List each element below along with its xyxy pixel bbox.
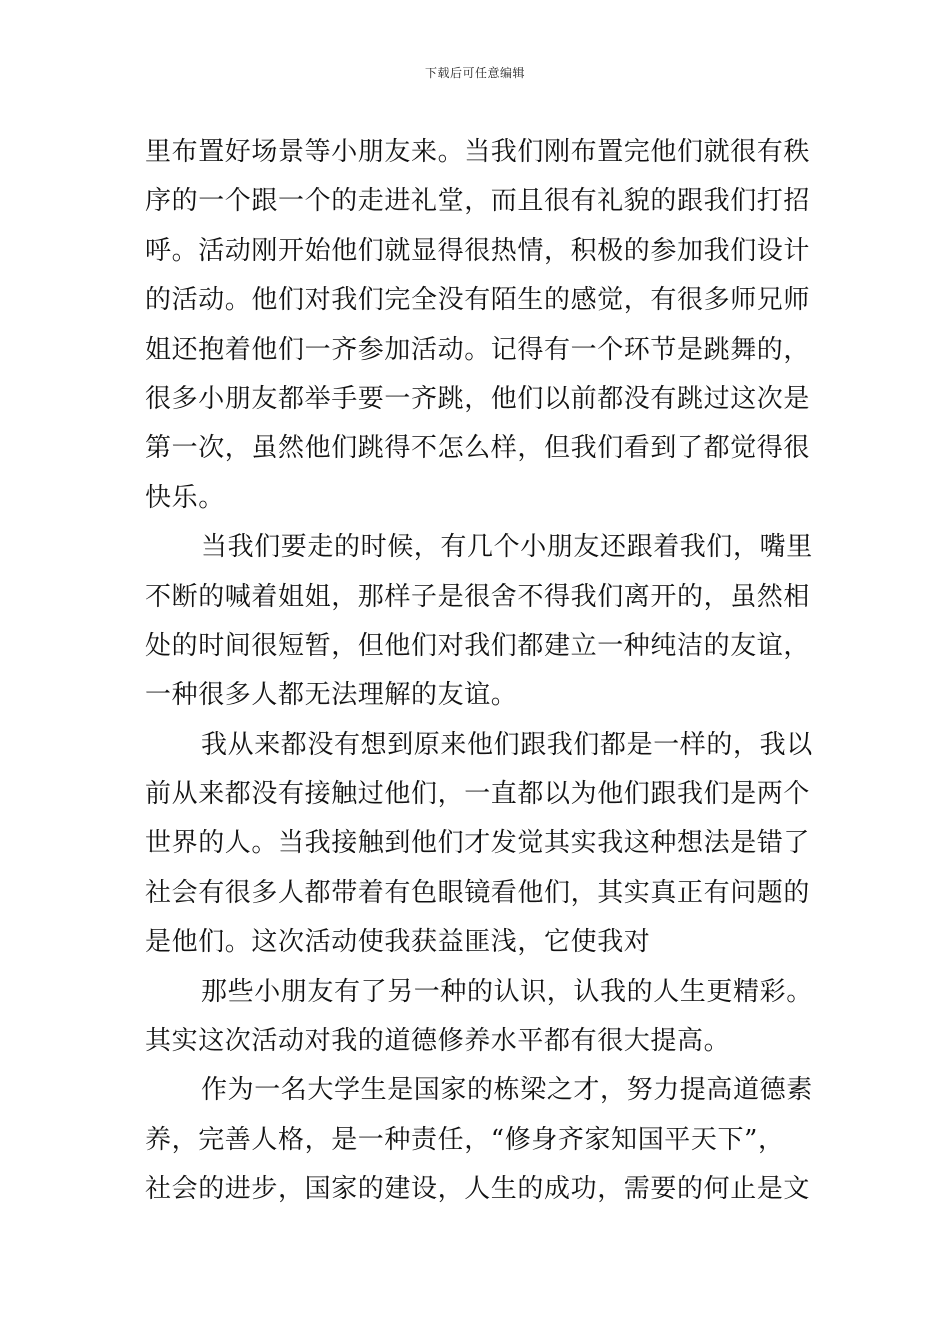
text-line: 世界的人。当我接触到他们才发觉其实我这种想法是错了 bbox=[145, 828, 811, 859]
text-line: 快乐。 bbox=[145, 482, 225, 513]
text-line: 社会有很多人都带着有色眼镜看他们，其实真正有问题的 bbox=[145, 877, 811, 908]
header-note: 下载后可任意编辑 bbox=[424, 66, 525, 80]
text-line: 其实这次活动对我的道德修养水平都有很大提高。 bbox=[145, 1026, 731, 1057]
text-line: 是他们。这次活动使我获益匪浅，它使我对 bbox=[145, 927, 651, 958]
paragraph-first-line: 那些小朋友有了另一种的认识，认我的人生更精彩。 bbox=[201, 976, 813, 1007]
text-line: 不断的喊着姐姐，那样子是很舍不得我们离开的，虽然相 bbox=[145, 581, 811, 612]
text-line: 很多小朋友都举手要一齐跳，他们以前都没有跳过这次是 bbox=[145, 383, 811, 414]
text-line: 养，完善人格，是一种责任，“修身齐家知国平天下”， bbox=[145, 1124, 785, 1155]
text-line: 姐还抱着他们一齐参加活动。记得有一个环节是跳舞的， bbox=[145, 334, 811, 365]
paragraph-first-line: 我从来都没有想到原来他们跟我们都是一样的，我以 bbox=[201, 729, 813, 760]
text-line: 呼。活动刚开始他们就显得很热情，积极的参加我们设计 bbox=[145, 235, 811, 266]
paragraph-first-line: 作为一名大学生是国家的栋梁之才，努力提高道德素 bbox=[201, 1075, 813, 1106]
text-line: 序的一个跟一个的走进礼堂，而且很有礼貌的跟我们打招 bbox=[145, 186, 811, 217]
text-line: 第一次，虽然他们跳得不怎么样，但我们看到了都觉得很 bbox=[145, 433, 811, 464]
text-line: 前从来都没有接触过他们，一直都以为他们跟我们是两个 bbox=[145, 779, 811, 810]
body-text bbox=[145, 128, 813, 1215]
paragraph-first-line: 当我们要走的时候，有几个小朋友还跟着我们，嘴里 bbox=[201, 532, 813, 563]
text-line: 社会的进步，国家的建设，人生的成功，需要的何止是文 bbox=[145, 1174, 811, 1205]
text-line: 处的时间很短暂，但他们对我们都建立一种纯洁的友谊， bbox=[145, 630, 811, 661]
text-line: 的活动。他们对我们完全没有陌生的感觉，有很多师兄师 bbox=[145, 285, 811, 316]
text-line: 里布置好场景等小朋友来。当我们刚布置完他们就很有秩 bbox=[145, 137, 811, 167]
text-line: 一种很多人都无法理解的友谊。 bbox=[145, 680, 518, 711]
